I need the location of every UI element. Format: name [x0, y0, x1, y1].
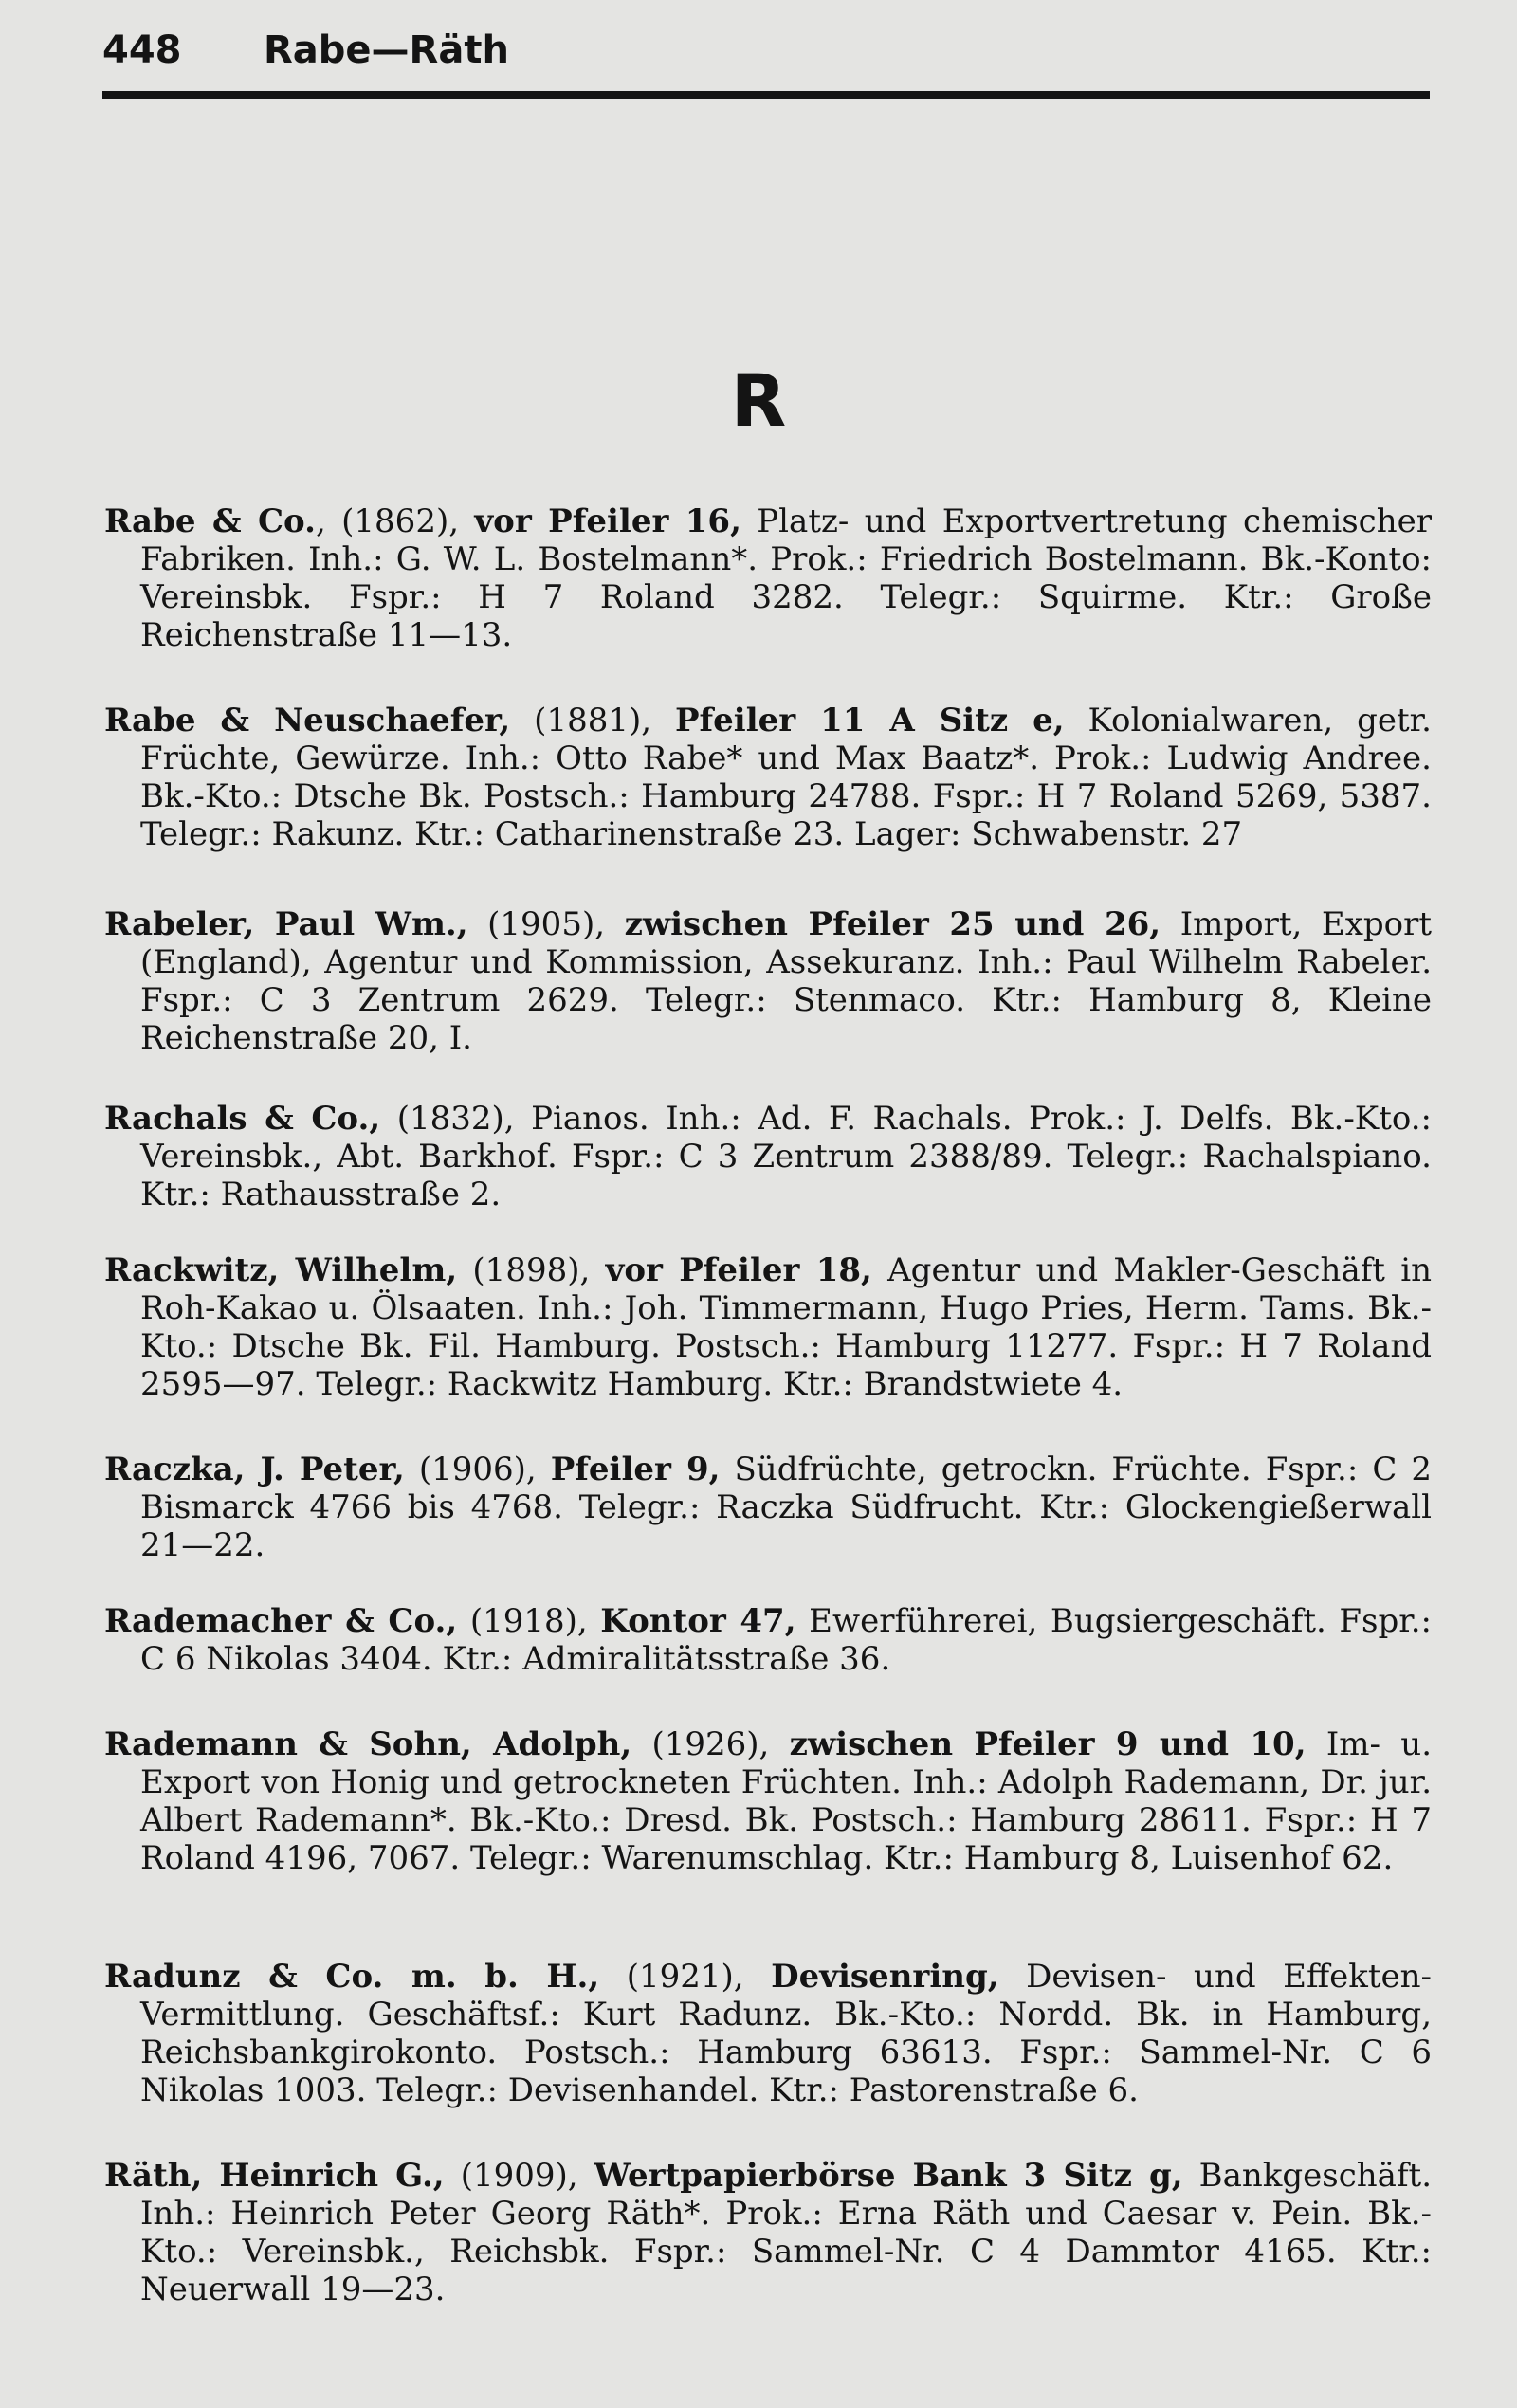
header-rule [102, 91, 1430, 99]
entry-address: Pfeiler 9, [550, 1450, 721, 1488]
entry-address: Devisenring, [771, 1958, 999, 1996]
entry-name: Raczka, J. Peter, [104, 1450, 405, 1488]
entry-name: Rabe & Neuschaefer, [104, 702, 511, 739]
entry-text: Agentur und Makler-Geschäft in Roh-Kakao u. Ölsaaten. Inh.: Joh. Timmermann, Hugo Pries, Herm. Tams. Bk.-Kto.: Dtsche Bk. Fil. Hamburg. Postsch.: Hamburg 11277. Fspr.: H 7 Roland 2595—97. Telegr.: Rackwitz Hamburg. Ktr.: Brandstwiete 4. [140, 1251, 1433, 1403]
entry-text: Import, Export (England), Agentur und Kommission, Assekuranz. Inh.: Paul Wilhelm Rabeler. Fspr.: C 3 Zentrum 2629. Telegr.: Stenmaco. Ktr.: Hamburg 8, Kleine Reichenstraße 20, I. [140, 905, 1433, 1057]
entry-text: Kolonialwaren, getr. Früchte, Gewürze. Inh.: Otto Rabe* und Max Baatz*. Prok.: Ludwig Andree. Bk.-Kto.: Dtsche Bk. Postsch.: Hamburg 24788. Fspr.: H 7 Roland 5269, 5387. Telegr.: Rakunz. Ktr.: Catharinenstraße 23. Lager: Schwabenstr. 27 [140, 702, 1432, 853]
entry-address: Kontor 47, [600, 1602, 796, 1640]
entry-year: (1918), [457, 1602, 601, 1640]
entry-address: Pfeiler 11 A Sitz e, [674, 702, 1065, 739]
page-header [102, 28, 1430, 72]
entry-text: Bankgeschäft. Inh.: Heinrich Peter Georg Räth*. Prok.: Erna Räth und Caesar v. Pein. Bk.-Kto.: Vereinsbk., Reichsbk. Fspr.: Sammel-Nr. C 4 Dammtor 4165. Ktr.: Neuerwall 19—23. [140, 2157, 1433, 2308]
entry-name: Rabe & Co. [104, 502, 316, 540]
entry-name: Rackwitz, Wilhelm, [104, 1251, 458, 1289]
entry-year: (1881), [510, 702, 675, 739]
directory-entry [104, 1958, 1432, 2109]
directory-entry [104, 1725, 1432, 1877]
entry-name: Radunz & Co. m. b. H., [104, 1958, 600, 1996]
directory-entry [104, 1100, 1432, 1213]
running-title: Rabe—Räth [264, 28, 509, 72]
entry-address: vor Pfeiler 16, [474, 502, 741, 540]
entry-year: (1832), [380, 1100, 532, 1138]
entry-address: zwischen Pfeiler 25 und 26, [624, 905, 1161, 943]
entry-address: vor Pfeiler 18, [605, 1251, 872, 1289]
entry-year: (1921), [599, 1958, 772, 1996]
page-number: 448 [102, 28, 182, 72]
entry-address: zwischen Pfeiler 9 und 10, [789, 1725, 1307, 1763]
entry-name: Räth, Heinrich G., [104, 2157, 445, 2195]
entry-name: Rademann & Sohn, Adolph, [104, 1725, 632, 1763]
entry-text: Pianos. Inh.: Ad. F. Rachals. Prok.: J. Delfs. Bk.-Kto.: Vereinsbk., Abt. Barkhof. Fspr.: C 3 Zentrum 2388/89. Telegr.: Rachalspiano. Ktr.: Rathausstraße 2. [140, 1100, 1433, 1213]
entry-name: Rademacher & Co., [104, 1602, 458, 1640]
entry-year: (1909), [444, 2157, 594, 2195]
entry-year: (1905), [467, 905, 625, 943]
entry-year: (1898), [457, 1251, 606, 1289]
directory-entry [104, 702, 1432, 853]
entry-text: Im- u. Export von Honig und getrockneten Früchten. Inh.: Adolph Rademann, Dr. jur. Albert Rademann*. Bk.-Kto.: Dresd. Bk. Postsch.: Hamburg 28611. Fspr.: H 7 Roland 4196, 7067. Telegr.: Warenumschlag. Ktr.: Hamburg 8, Luisenhof 62. [140, 1725, 1432, 1877]
entry-address: Wertpapierbörse Bank 3 Sitz g, [594, 2157, 1183, 2195]
section-letter: R [730, 358, 787, 443]
entry-year: (1906), [404, 1450, 551, 1488]
entry-year: , (1862), [315, 502, 475, 540]
entry-text: Platz- und Exportvertretung chemischer Fabriken. Inh.: G. W. L. Bostelmann*. Prok.: Friedrich Bostelmann. Bk.-Konto: Vereinsbk. Fspr.: H 7 Roland 3282. Telegr.: Squirme. Ktr.: Große Reichenstraße 11—13. [140, 502, 1432, 654]
entry-name: Rachals & Co., [104, 1100, 381, 1138]
directory-entry [104, 2157, 1432, 2308]
entry-text: Südfrüchte, getrockn. Früchte. Fspr.: C 2 Bismarck 4766 bis 4768. Telegr.: Raczka Südfrucht. Ktr.: Glockengießerwall 21—22. [140, 1450, 1432, 1564]
directory-entry [104, 1450, 1432, 1564]
entry-name: Rabeler, Paul Wm., [104, 905, 468, 943]
entry-year: (1926), [631, 1725, 790, 1763]
directory-entry [104, 905, 1432, 1057]
directory-entry [104, 502, 1432, 654]
directory-entry [104, 1602, 1432, 1678]
entry-text: Ewerführerei, Bugsiergeschäft. Fspr.: C 6 Nikolas 3404. Ktr.: Admiralitätsstraße 36. [140, 1602, 1432, 1678]
directory-entry [104, 1251, 1432, 1403]
entry-text: Devisen- und Effekten-Vermittlung. Geschäftsf.: Kurt Radunz. Bk.-Kto.: Nordd. Bk. in Hamburg, Reichsbankgirokonto. Postsch.: Hamburg 63613. Fspr.: Sammel-Nr. C 6 Nikolas 1003. Telegr.: Devisenhandel. Ktr.: Pastorenstraße 6. [140, 1958, 1432, 2109]
